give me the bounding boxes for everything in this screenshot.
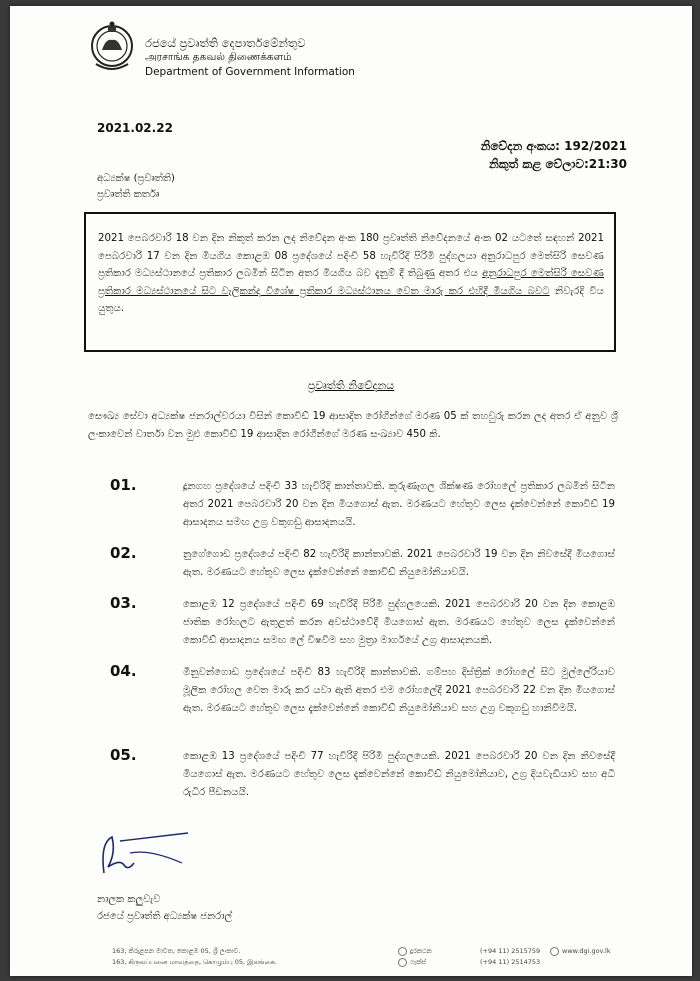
document-page bbox=[10, 6, 692, 976]
signatory-name: නාලක කලුවැව bbox=[97, 894, 161, 905]
footer-web bbox=[550, 946, 611, 957]
footer-numbers bbox=[480, 946, 540, 968]
case-text: නුගේගොඩ ප්‍රදේශයේ පදිංචි 82 හැවිරිදි කාන්තාවකි. 2021 පෙබරවාරි 19 වන දින නිවසේදී මියගොස් ඇත. මරණයට හේතුව ලෙස දැක්වෙන්නේ කොවිඩ් නියුමෝනියාවයි. bbox=[183, 549, 615, 578]
footer-phone: (+94 11) 2515759 bbox=[480, 947, 541, 955]
correction-underlined-text: අනුරාධපුර මෙත්සිරි සෙවණ ප්‍රතිකාර මධ්‍යස්ථානයේ සිට වැලිකන්ද විශේෂ ප්‍රතිකාර මධ්‍යස්ථානය වෙත මාරු කර එහිදී මියගිය බවට bbox=[98, 268, 604, 297]
case-text: කොළඹ 12 ප්‍රදේශයේ පදිංචි 69 හැවිරිදි පිරිමි පුද්ගලයෙකි. 2021 පෙබරවාරි 20 වන දින කොළඹ ජාතික රෝහලට ඇතුළත් කරන අවස්ථාවේදී මියගොස් ඇත. මරණයට හේතුව ලෙස දැක්වෙන්නේ කොවිඩ් ආසාදනය සමඟ ලේ විෂවීම සහ මුත්‍රා මාර්ගයේ උග්‍ර ආසාදනයකි. bbox=[183, 599, 615, 646]
case-number: 04. bbox=[110, 662, 137, 680]
footer-website: www.dgi.gov.lk bbox=[562, 947, 611, 955]
dept-name-tamil: அரசாங்க தகவல் திணைக்களம் bbox=[145, 51, 292, 63]
addressee-director: අධ්‍යක්ෂ (ප්‍රවෘත්ති) bbox=[97, 173, 175, 184]
release-time: නිකුත් කළ වේලාව:21:30 bbox=[488, 157, 627, 171]
web-icon bbox=[550, 947, 559, 956]
correction-notice-box bbox=[84, 212, 616, 352]
dept-name-english: Department of Government Information bbox=[145, 66, 355, 78]
fax-icon bbox=[398, 958, 407, 967]
footer-fax: (+94 11) 2514753 bbox=[480, 958, 541, 966]
case-number: 01. bbox=[110, 476, 137, 494]
phone-icon bbox=[398, 947, 407, 956]
case-number: 03. bbox=[110, 594, 137, 612]
footer-address-sinhala: 163, කිරුළපන මාවත, කොළඹ 05, ශ්‍රී ලංකාව. bbox=[112, 947, 241, 955]
section-title: ප්‍රවෘත්ති නිවේදනය bbox=[307, 379, 395, 392]
case-text: කොළඹ 13 ප්‍රදේශයේ පදිංචි 77 හැවිරිදි පිරිමි පුද්ගලයෙකි. 2021 පෙබරවාරි 20 වන දින නිවසේදී මියගොස් ඇත. මරණයට හේතුව ලෙස දැක්වෙන්නේ කොවිඩ් නියුමෝනියාව, උග්‍ර දියවැඩියාව සහ අධි රුධිර පීඩනයයි. bbox=[183, 751, 615, 798]
case-text: මීනුවන්ගොඩ ප්‍රදේශයේ පදිංචි 83 හැවිරිදි කාන්තාවකි. ගම්පහ දිස්ත්‍රික් රෝහලේ සිට මුල්ලේරියාව මූලික රෝහල වෙත මාරු කර යවා ඇති අතර එම රෝහලේදී 2021 පෙබරවාරි 22 වන දින මියගොස් ඇත. මරණයට හේතුව ලෙස දැක්වෙන්නේ කොවිඩ් නියුමෝනියාව සහ උග්‍ර වකුගඩු හානිවීමයි. bbox=[183, 667, 615, 714]
case-number: 02. bbox=[110, 544, 137, 562]
addressee-editor: ප්‍රවෘත්ති කර්තෘ bbox=[97, 189, 160, 200]
sri-lanka-emblem-icon bbox=[88, 20, 136, 76]
release-date: 2021.02.22 bbox=[97, 121, 173, 135]
dept-name-sinhala: රජයේ ප්‍රවෘත්ති දෙපාර්තමේන්තුව bbox=[145, 36, 306, 50]
footer-labels bbox=[398, 946, 432, 968]
correction-text: 2021 පෙබරවාරි 18 වන දින නිකුත් කරන ලද නිවේදන අංක 180 ප්‍රවෘත්ති නිවේදනයේ අංක 02 යටතේ සඳහන් 2021 පෙබරවාරි 17 වන දින මියගිය කොළඹ 08 ප්‍රදේශයේ පදිංචි 58 හැවිරිදි පිරිමි පුද්ගලයා අනුරාධපුර මෙත්සිරි සෙවණ ප්‍රතිකාර මධ්‍යස්ථානයේ ප්‍රතිකාර ලබමින් සිටින අතර මියගිය බව දැනුම් දී තිබුණු අතර එය bbox=[98, 233, 604, 279]
footer-fax-label: ෆැක්ස් bbox=[410, 958, 427, 966]
release-number: නිවේදන අංකය: 192/2021 bbox=[480, 139, 627, 153]
signature-icon bbox=[90, 823, 200, 883]
case-number: 05. bbox=[110, 746, 137, 764]
footer-address-tamil: 163, கிருலப்பனை மாவத்தை, கொழும்பு 05, இலங்கை. bbox=[112, 958, 277, 966]
footer-phone-label: දුරකථන bbox=[410, 947, 432, 955]
intro-paragraph: සෞඛ්‍ය සේවා අධ්‍යක්ෂ ජනරාල්වරයා විසින් කොවිඩ් 19 ආසාදිත රෝගීන්ගේ මරණ 05 ක් තහවුරු කරන ලද අතර ඒ අනුව ශ්‍රී ලංකාවෙන් වාර්තා වන මුළු කොවිඩ් 19 ආසාදිත රෝගීන්ගේ මරණ සංඛ්‍යාව 450 කි. bbox=[88, 411, 618, 440]
signatory-title: රජයේ ප්‍රවෘත්ති අධ්‍යක්ෂ ජනරාල් bbox=[97, 911, 233, 922]
case-text: දූනගහ ප්‍රදේශයේ පදිංචි 33 හැවිරිදි කාන්තාවකි. කුරුණෑගල ශික්ෂණ රෝහලේ ප්‍රතිකාර ලබමින් සිටින අතර 2021 පෙබරවාරි 20 වන දින මියගොස් ඇත. මරණයට හේතුව ලෙස දැක්වෙන්නේ කොවිඩ් 19 ආසාදනය සමඟ උග්‍ර වකුගඩු ආසාදනයයි. bbox=[183, 481, 615, 528]
correction-text-end: නිවැරදි විය යුතුය. bbox=[98, 285, 604, 314]
footer-address bbox=[112, 946, 277, 968]
